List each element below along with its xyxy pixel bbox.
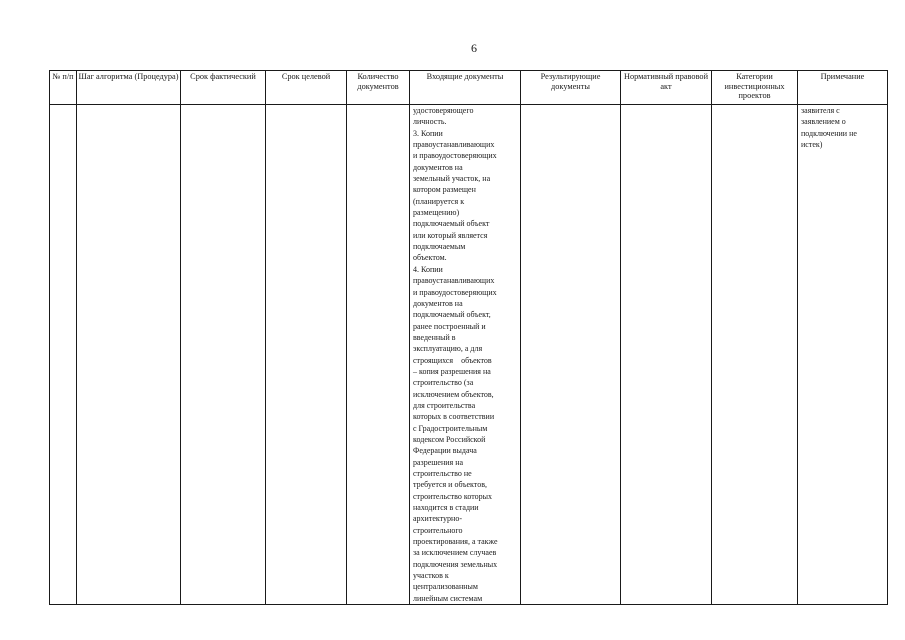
text-line: подключаемым [413, 242, 466, 252]
cell-incoming-docs [410, 105, 521, 605]
text-line: проектирования, а также [413, 537, 498, 547]
cell-term-target [266, 105, 347, 605]
cell-step [77, 105, 181, 605]
text-line: строительство не [413, 469, 472, 478]
text-line: правоустанавливающих [413, 140, 495, 150]
text-line: и правоудостоверяющих [413, 151, 497, 161]
text-line: которых в соответствии [413, 412, 495, 422]
header-legal-act [621, 71, 712, 105]
text-line: подключения земельных [413, 559, 498, 569]
text-line: строящихся объектов [413, 355, 492, 365]
header-legal-act-label: Нормативный правовой акт [623, 72, 709, 91]
cell-term-actual [181, 105, 266, 605]
text-line: котором размещен [413, 185, 476, 195]
text-line: участков к [413, 571, 449, 581]
text-line: с Градостроительным [413, 423, 488, 433]
text-line: (планируется к [413, 196, 465, 206]
header-result-docs [521, 71, 621, 105]
text-line: документов на [413, 162, 463, 172]
header-number-label: № п/п [52, 72, 74, 81]
header-term-actual-label: Срок фактический [190, 72, 256, 81]
text-line: для строительства [413, 400, 476, 410]
header-doc-count [347, 71, 410, 105]
header-doc-count-label: Количество документов [357, 72, 399, 91]
text-line: кодексом Российской [413, 434, 486, 444]
page-number: 6 [471, 41, 477, 55]
text-line: разрешения на [413, 457, 464, 467]
header-result-docs-label: Результирующие документы [540, 72, 601, 91]
header-note-label: Примечание [820, 72, 865, 81]
incoming-docs-text [410, 105, 520, 604]
table-header-row [50, 71, 888, 105]
header-term-target [266, 71, 347, 105]
text-line: исключением объектов, [413, 389, 494, 399]
text-line: истек) [801, 140, 823, 150]
algorithm-table [49, 70, 888, 605]
text-line: подключении не [801, 128, 857, 138]
cell-legal-act [621, 105, 712, 605]
text-line: за исключением случаев [413, 548, 497, 558]
header-step-label: Шаг алгоритма (Процедура) [78, 72, 179, 81]
cell-project-categories [712, 105, 798, 605]
text-line: заявителя с [801, 106, 840, 115]
cell-number [50, 105, 77, 605]
text-line: централизованным [413, 582, 478, 592]
text-line: размещению) [413, 208, 460, 218]
text-line: правоустанавливающих [413, 276, 495, 286]
text-line: находится в стадии [413, 503, 479, 513]
text-line: ранее построенный и [413, 321, 486, 331]
text-line: эксплуатацию, а для [413, 344, 483, 354]
header-project-categories-label: Категории инвестиционных проектов [724, 72, 785, 101]
text-line: Федерации выдача [413, 446, 477, 456]
text-line: и правоудостоверяющих [413, 287, 497, 297]
text-line: или который является [413, 230, 488, 240]
text-line: личность. [413, 117, 447, 127]
text-line: строительного [413, 525, 463, 535]
text-line: строительство которых [413, 491, 493, 501]
cell-result-docs [521, 105, 621, 605]
cell-doc-count [347, 105, 410, 605]
text-line: удостоверяющего [413, 106, 474, 115]
text-line: введенный в [413, 332, 456, 342]
text-line: объектом. [413, 253, 447, 263]
text-line: требуется и объектов, [413, 480, 487, 490]
table-row [50, 105, 888, 605]
text-line: заявлением о [801, 117, 846, 127]
text-line: подключаемый объект, [413, 310, 491, 320]
cell-note [798, 105, 888, 605]
text-line: – копия разрешения на [413, 366, 491, 376]
header-step [77, 71, 181, 105]
header-term-target-label: Срок целевой [281, 72, 331, 81]
text-line: документов на [413, 298, 463, 308]
header-note [798, 71, 888, 105]
note-text [798, 105, 887, 150]
text-line: подключаемый объект [413, 219, 490, 229]
header-incoming-docs-label: Входящие документы [426, 72, 504, 81]
header-project-categories [712, 71, 798, 105]
header-incoming-docs [410, 71, 521, 105]
text-line: архитектурно- [413, 514, 462, 524]
text-line: земельный участок, на [413, 174, 491, 184]
header-number [50, 71, 77, 105]
text-line: строительство (за [413, 378, 474, 388]
header-term-actual [181, 71, 266, 105]
text-line: линейным системам [413, 593, 483, 603]
text-line: 3. Копии [413, 128, 443, 138]
text-line: 4. Копии [413, 264, 443, 274]
